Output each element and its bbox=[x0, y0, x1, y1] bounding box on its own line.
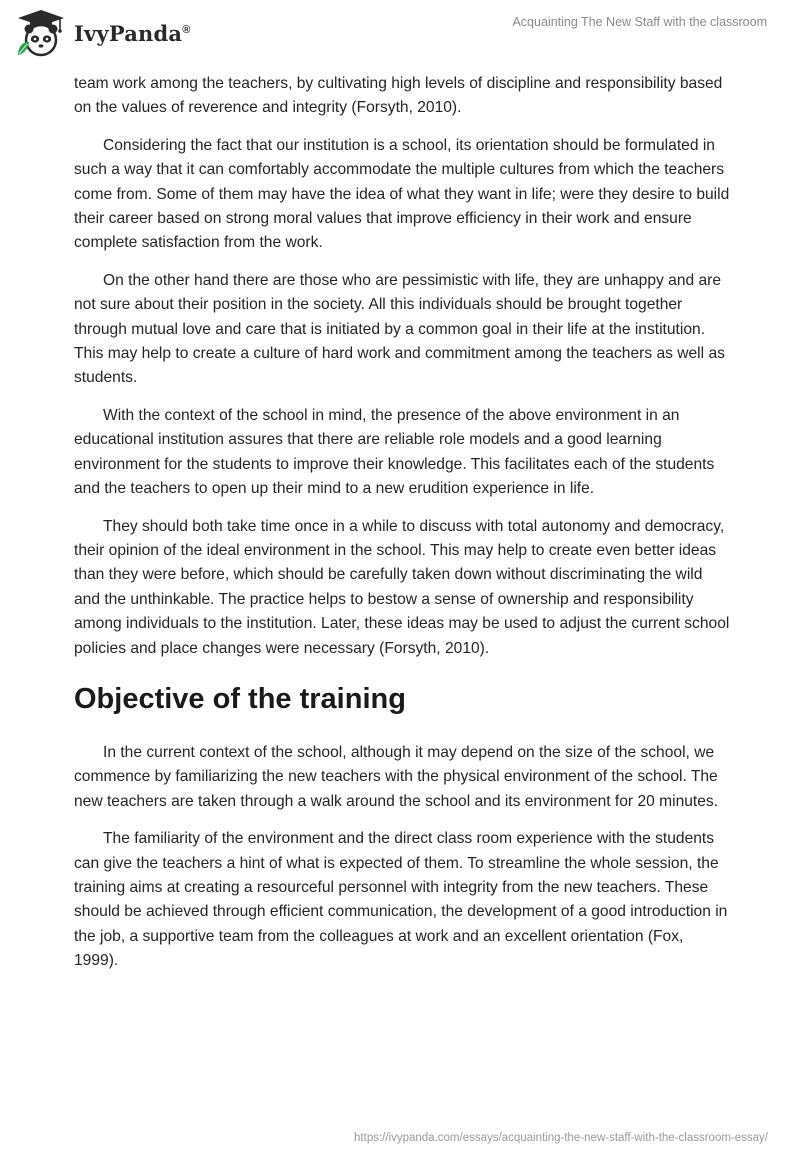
source-url[interactable]: https://ivypanda.com/essays/acquainting-the-new-staff-with-the-classroom-essay/ bbox=[354, 1132, 768, 1144]
paragraph: They should both take time once in a while to discuss with total autonomy and democracy, their opinion of the ideal environment in the school. This may help to create even better ideas than they were before, which should be carefully taken down without discriminating the wild and the unthinkable. The practice helps to bestow a sense of ownership and responsibility among individuals to the institution. Later, these ideas may be used to adjust the current school policies and place changes were necessary (Forsyth, 2010). bbox=[74, 517, 730, 657]
section-heading: Objective of the training bbox=[74, 682, 406, 715]
paragraph: On the other hand there are those who are pessimistic with life, they are unhappy and are not sure about their position in the society. All this individuals should be brought together through mutual love and care that is initiated by a common goal in their life at the institution. This may help to create a culture of hard work and commitment among the teachers as well as students. bbox=[74, 271, 725, 387]
paragraph: Considering the fact that our institution is a school, its orientation should be formulated in such a way that it can comfortably accommodate the multiple cultures from which the teachers come from. Some of them may have the idea of what they want in life; were they desire to build their career based on strong moral values that improve efficiency in their work and ensure complete satisfaction from the work. bbox=[74, 136, 730, 252]
panda-graduate-icon bbox=[14, 8, 68, 58]
paragraph: In the current context of the school, although it may depend on the size of the school, we commence by familiarizing the new teachers with the physical environment of the school. The new teachers are taken through a walk around the school and its environment for 20 minutes. bbox=[74, 743, 719, 810]
paragraph: The familiarity of the environment and the direct class room experience with the students can give the teachers a hint of what is expected of them. To streamline the whole session, the training aims at creating a resourceful personnel with integrity from the new teachers. These should be achieved through efficient communication, the development of a good introduction in the job, a supportive team from the colleagues at work and an excellent orientation (Fox, 1999). bbox=[74, 830, 728, 970]
ivypanda-logo[interactable] bbox=[14, 8, 191, 58]
registered-mark: ® bbox=[182, 23, 191, 36]
paragraph: With the context of the school in mind, the presence of the above environment in an educational institution assures that there are reliable role models and a good learning environment for the students to improve their knowledge. This facilitates each of the students and the teachers to open up their mind to a new erudition experience in life. bbox=[74, 406, 715, 498]
document-title: Acquainting The New Staff with the classroom bbox=[512, 15, 767, 29]
essay-body bbox=[74, 72, 730, 987]
brand-name: IvyPanda® bbox=[74, 20, 191, 46]
page-header bbox=[0, 0, 800, 70]
paragraph: team work among the teachers, by cultivating high levels of discipline and responsibility based on the values of reverence and integrity (Forsyth, 2010). bbox=[74, 75, 723, 117]
